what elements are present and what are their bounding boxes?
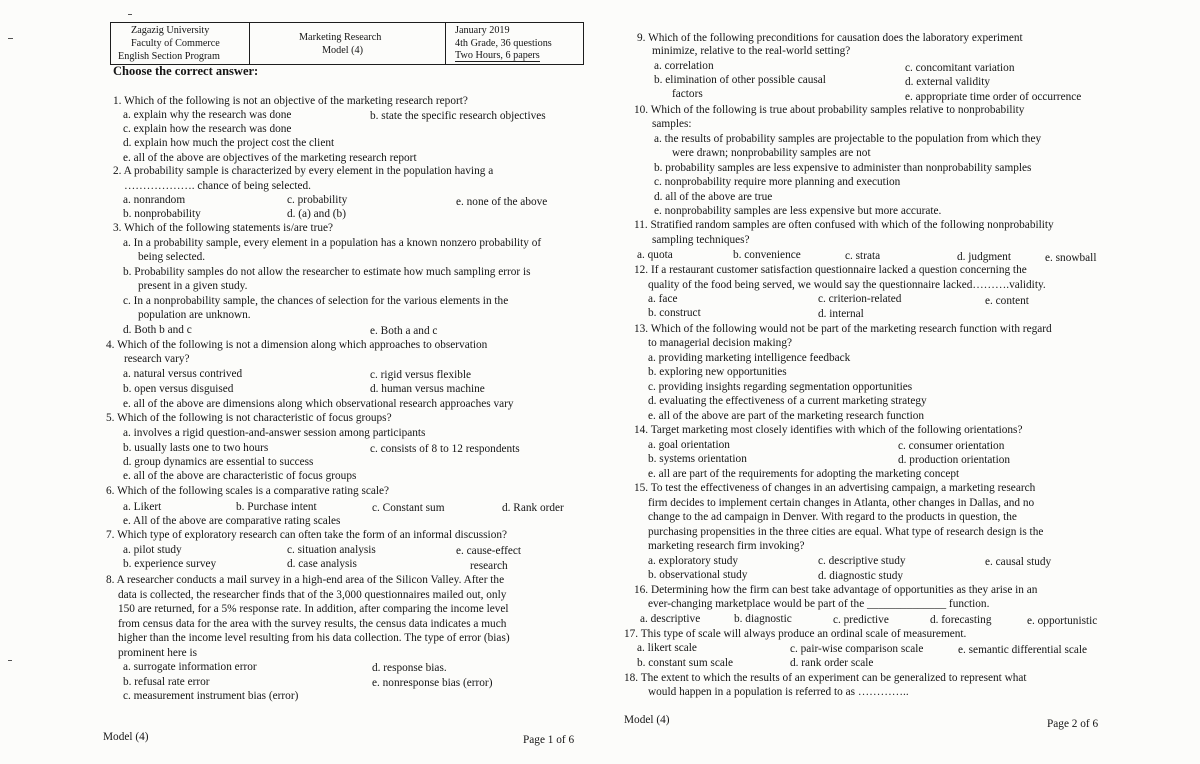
option-line: c. Constant sum (372, 502, 445, 514)
question-line: 14. Target marketing most closely identifies with which of the following orientations? (634, 424, 1023, 436)
option-line: a. quota (637, 249, 673, 261)
header-exam-line: January 2019 (455, 25, 510, 36)
option-line: e. causal study (985, 556, 1052, 568)
question-line: sampling techniques? (652, 234, 750, 246)
option-line: e. nonresponse bias (error) (372, 677, 493, 689)
option-line: b. observational study (648, 569, 748, 581)
option-line: d. explain how much the project cost the client (123, 137, 335, 149)
footer-page-right: Page 2 of 6 (1047, 718, 1099, 730)
option-line: e. opportunistic (1027, 615, 1098, 627)
option-line: e. none of the above (456, 196, 548, 208)
question-line: 16. Determining how the firm can best take advantage of opportunities as they arise in an (634, 584, 1038, 596)
question-line: 7. Which type of exploratory research can often take the form of an informal discussion? (106, 529, 508, 541)
question-line: would happen in a population is referred to as ………….. (648, 686, 909, 698)
footer-model-left: Model (4) (103, 731, 149, 743)
option-line: d. judgment (957, 251, 1011, 263)
option-line: d. case analysis (287, 558, 357, 570)
header-course-cell (249, 23, 446, 64)
option-line: a. explain why the research was done (123, 109, 292, 121)
question-line: purchasing propensities in the three cities are equal. What type of research design is the (648, 526, 1044, 538)
question-line: 9. Which of the following preconditions for causation does the laboratory experiment (637, 32, 1023, 44)
option-line: e. All of the above are comparative rating scales (123, 515, 341, 527)
option-line: c. explain how the research was done (123, 123, 292, 135)
option-line: c. providing insights regarding segmentation opportunities (648, 381, 913, 393)
scan-speck (8, 660, 12, 661)
question-line: 15. To test the effectiveness of changes in an advertising campaign, a marketing research (634, 482, 1036, 494)
option-line: a. exploratory study (648, 555, 739, 567)
option-line: c. criterion-related (818, 293, 902, 305)
option-line: e. content (985, 295, 1029, 307)
question-line: ………………. chance of being selected. (124, 180, 311, 192)
option-line: e. all of the above are part of the marketing research function (648, 410, 925, 422)
option-line: e. all of the above are objectives of the marketing research report (123, 152, 417, 164)
option-line: a. goal orientation (648, 439, 730, 451)
question-line: to managerial decision making? (648, 337, 792, 349)
option-line: b. convenience (733, 249, 801, 261)
option-line: a. face (648, 293, 678, 305)
option-line: e. all of the above are dimensions along which observational research approaches vary (123, 398, 514, 410)
option-line: e. appropriate time order of occurrence (905, 91, 1082, 103)
header-course-line: Model (4) (322, 45, 364, 56)
question-line: marketing research firm invoking? (648, 540, 805, 552)
option-line: population are unknown. (138, 309, 251, 321)
question-line: data is collected, the researcher finds that of the 3,000 questionnaires mailed out, only (118, 589, 507, 601)
header-university-line: Faculty of Commerce (131, 38, 220, 49)
option-line: a. descriptive (640, 613, 701, 625)
question-line: 150 are returned, for a 5% response rate. In addition, after comparing the income level (118, 603, 509, 615)
option-line: e. Both a and c (370, 325, 438, 337)
option-line: c. predictive (833, 614, 889, 626)
question-line: higher than the income level resulting from his data collection. The type of error (bias) (118, 632, 510, 644)
option-line: present in a given study. (138, 280, 248, 292)
option-line: c. measurement instrument bias (error) (123, 690, 299, 702)
question-line: from census data for the area with the survey results, the census data indicates a much (118, 618, 507, 630)
question-line: samples: (652, 118, 692, 130)
option-line: c. nonprobability require more planning and execution (654, 176, 901, 188)
question-line: 4. Which of the following is not a dimension along which approaches to observation (106, 339, 488, 351)
option-line: e. snowball (1045, 252, 1097, 264)
option-line: b. systems orientation (648, 453, 747, 465)
header-course-line: Marketing Research (299, 32, 382, 43)
option-line: e. nonprobability samples are less expensive but more accurate. (654, 205, 942, 217)
question-line: prominent here is (118, 647, 198, 659)
option-line: b. usually lasts one to two hours (123, 442, 269, 454)
question-line: 6. Which of the following scales is a comparative rating scale? (106, 485, 390, 497)
question-line: 3. Which of the following statements is/are true? (113, 222, 334, 234)
option-line: a. correlation (654, 60, 714, 72)
option-line: factors (672, 88, 703, 100)
question-line: 8. A researcher conducts a mail survey in a high-end area of the Silicon Valley. After the (106, 574, 505, 586)
option-line: were drawn; nonprobability samples are not (672, 147, 871, 159)
option-line: a. the results of probability samples are projectable to the population from which they (654, 133, 1042, 145)
option-line: e. semantic differential scale (958, 644, 1088, 656)
option-line: c. consumer orientation (898, 440, 1005, 452)
option-line: a. surrogate information error (123, 661, 257, 673)
option-line: a. Likert (123, 501, 162, 513)
option-line: a. nonrandom (123, 194, 186, 206)
instruction-heading: Choose the correct answer: (113, 64, 259, 78)
option-line: c. situation analysis (287, 544, 376, 556)
question-line: 10. Which of the following is true about probability samples relative to nonprobability (634, 104, 1025, 116)
option-line: e. all of the above are characteristic of focus groups (123, 470, 357, 482)
option-line: a. likert scale (637, 642, 697, 654)
header-exam-line: Two Hours, 6 papers (455, 50, 540, 61)
question-line: ever-changing marketplace would be part of the ______________ function. (648, 598, 990, 610)
scan-speck (8, 38, 13, 39)
option-line: b. probability samples are less expensive to administer than nonprobability samples (654, 162, 1032, 174)
exam-header-box (110, 22, 584, 65)
option-line: d. group dynamics are essential to success (123, 456, 314, 468)
option-line: a. natural versus contrived (123, 368, 243, 380)
option-line: c. consists of 8 to 12 respondents (370, 443, 520, 455)
option-line: a. In a probability sample, every element in a population has a known nonzero probability of (123, 237, 542, 249)
footer-model-right: Model (4) (624, 714, 670, 726)
header-exam-line: 4th Grade, 36 questions (455, 38, 552, 49)
option-line: b. diagnostic (734, 613, 792, 625)
option-line: c. concomitant variation (905, 62, 1015, 74)
option-line: d. external validity (905, 76, 991, 88)
question-line: 5. Which of the following is not characteristic of focus groups? (106, 412, 392, 424)
option-line: a. pilot study (123, 544, 182, 556)
footer-page-left: Page 1 of 6 (523, 734, 575, 746)
option-line: b. open versus disguised (123, 383, 234, 395)
option-line: b. exploring new opportunities (648, 366, 787, 378)
question-line: 11. Stratified random samples are often confused with which of the following nonprobability (634, 219, 1054, 231)
option-line: a. providing marketing intelligence feedback (648, 352, 851, 364)
question-line: quality of the food being served, we would say the questionnaire lacked……….validity. (648, 279, 1046, 291)
option-line: d. internal (818, 308, 864, 320)
option-line: c. descriptive study (818, 555, 906, 567)
option-line: d. production orientation (898, 454, 1011, 466)
option-line: b. experience survey (123, 558, 217, 570)
question-line: change to the ad campaign in Denver. With regard to the products in question, the (648, 511, 1017, 523)
option-line: c. pair-wise comparison scale (790, 643, 924, 655)
option-line: a. involves a rigid question-and-answer session among participants (123, 427, 426, 439)
header-university-line: Zagazig University (131, 25, 210, 36)
option-line: d. human versus machine (370, 383, 485, 395)
option-line: d. Rank order (502, 502, 564, 514)
option-line: b. refusal rate error (123, 676, 210, 688)
option-line: b. Purchase intent (236, 501, 317, 513)
option-line: b. elimination of other possible causal (654, 74, 826, 86)
option-line: b. construct (648, 307, 701, 319)
question-line: 13. Which of the following would not be part of the marketing research function with regard (634, 323, 1052, 335)
question-line: research vary? (124, 353, 190, 365)
scan-speck (128, 14, 132, 15)
option-line: being selected. (138, 251, 206, 263)
option-line: c. probability (287, 194, 348, 206)
question-line: 1. Which of the following is not an objective of the marketing research report? (113, 95, 468, 107)
option-line: e. all are part of the requirements for adopting the marketing concept (648, 468, 960, 480)
option-line: d. all of the above are true (654, 191, 773, 203)
question-line: 18. The extent to which the results of an experiment can be generalized to represent what (624, 672, 1027, 684)
option-line: c. strata (845, 250, 881, 262)
option-line: d. evaluating the effectiveness of a current marketing strategy (648, 395, 927, 407)
option-line: d. rank order scale (790, 657, 874, 669)
option-line: b. constant sum scale (637, 657, 734, 669)
question-line: 17. This type of scale will always produce an ordinal scale of measurement. (624, 628, 967, 640)
option-line: d. response bias. (372, 662, 447, 674)
option-line: c. rigid versus flexible (370, 369, 472, 381)
option-line: b. nonprobability (123, 208, 201, 220)
question-line: 12. If a restaurant customer satisfaction questionnaire lacked a question concerning the (634, 264, 1027, 276)
option-line: b. Probability samples do not allow the researcher to estimate how much sampling error is (123, 266, 531, 278)
option-line: d. Both b and c (123, 324, 192, 336)
option-line: d. diagnostic study (818, 570, 904, 582)
option-line: c. In a nonprobability sample, the chances of selection for the various elements in the (123, 295, 509, 307)
header-university-line: English Section Program (118, 51, 220, 62)
question-line: firm decides to implement certain changes in Atlanta, other changes in Dallas, and no (648, 497, 1035, 509)
question-line: 2. A probability sample is characterized by every element in the population having a (113, 165, 494, 177)
option-line: b. state the specific research objectives (370, 110, 546, 122)
option-line: d. forecasting (930, 614, 992, 626)
option-line: research (470, 560, 508, 572)
option-line: d. (a) and (b) (287, 208, 346, 220)
option-line: e. cause-effect (456, 545, 522, 557)
question-line: minimize, relative to the real-world setting? (652, 45, 851, 57)
